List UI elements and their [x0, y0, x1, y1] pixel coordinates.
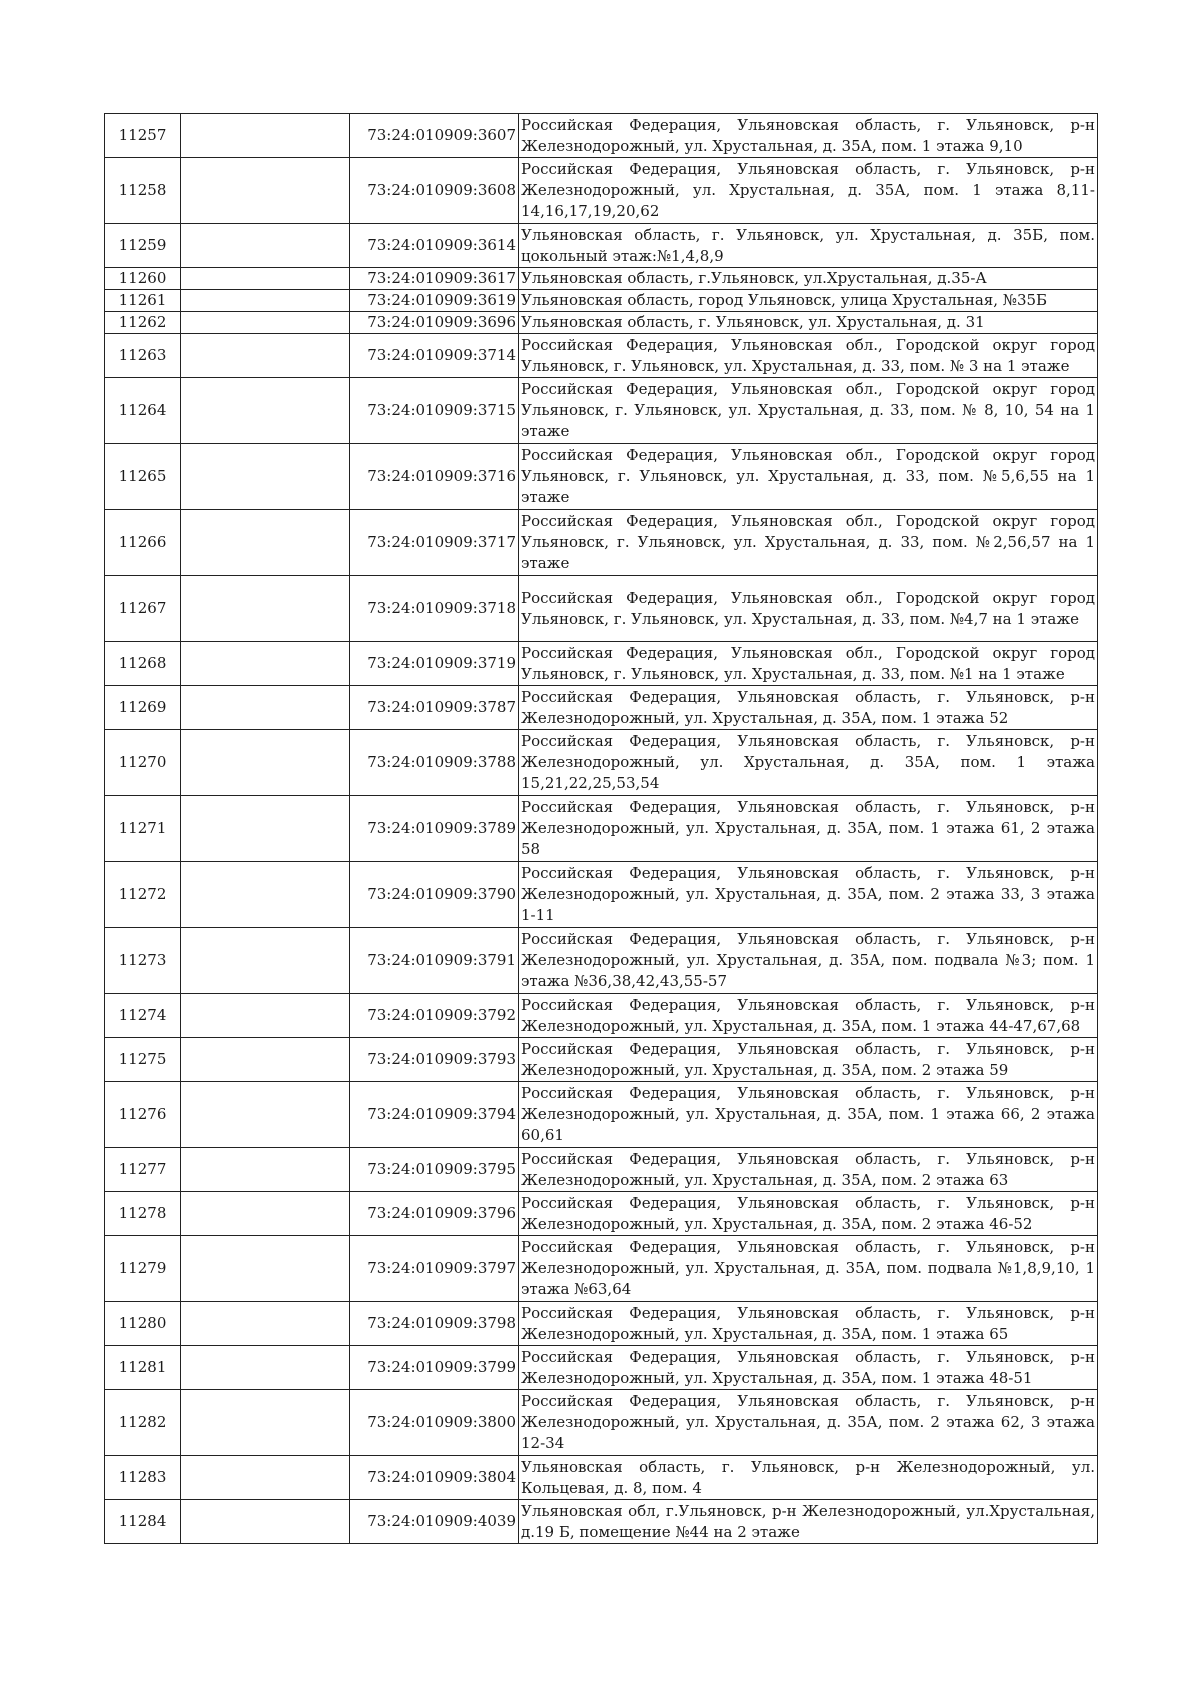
- row-number: 11283: [105, 1456, 181, 1500]
- cadastral-number: 73:24:010909:3794: [350, 1082, 519, 1148]
- address: Ульяновская область, г.Ульяновск, ул.Хрустальная, д.35-А: [519, 268, 1098, 290]
- row-number: 11281: [105, 1346, 181, 1390]
- cadastral-number: 73:24:010909:3793: [350, 1038, 519, 1082]
- table-row: [105, 444, 1098, 510]
- row-number: 11257: [105, 114, 181, 158]
- table-row: [105, 224, 1098, 268]
- table-row: [105, 1082, 1098, 1148]
- row-number: 11272: [105, 862, 181, 928]
- table-row: [105, 312, 1098, 334]
- row-number: 11265: [105, 444, 181, 510]
- address: Российская Федерация, Ульяновская обл., Городской округ город Ульяновск, г. Ульяновск, ул. Хрустальная, д. 33, пом. №2,56,57 на 1 этаже: [519, 510, 1098, 576]
- empty-cell: [181, 994, 350, 1038]
- empty-cell: [181, 224, 350, 268]
- empty-cell: [181, 928, 350, 994]
- address: Ульяновская область, г. Ульяновск, ул. Хрустальная, д. 31: [519, 312, 1098, 334]
- cadastral-number: 73:24:010909:3799: [350, 1346, 519, 1390]
- table-row: [105, 1148, 1098, 1192]
- row-number: 11268: [105, 642, 181, 686]
- address: Российская Федерация, Ульяновская область, г. Ульяновск, р-н Железнодорожный, ул. Хрустальная, д. 35А, пом. 1 этажа 66, 2 этажа 60,61: [519, 1082, 1098, 1148]
- row-number: 11259: [105, 224, 181, 268]
- empty-cell: [181, 1500, 350, 1544]
- row-number: 11276: [105, 1082, 181, 1148]
- address: Российская Федерация, Ульяновская область, г. Ульяновск, р-н Железнодорожный, ул. Хрустальная, д. 35А, пом. 2 этажа 33, 3 этажа 1-11: [519, 862, 1098, 928]
- table-row: [105, 642, 1098, 686]
- table-row: [105, 268, 1098, 290]
- address: Российская Федерация, Ульяновская область, г. Ульяновск, р-н Железнодорожный, ул. Хрустальная, д. 35А, пом. подвала №1,8,9,10, 1 этажа №63,64: [519, 1236, 1098, 1302]
- cadastral-number: 73:24:010909:3714: [350, 334, 519, 378]
- empty-cell: [181, 378, 350, 444]
- cadastral-number: 73:24:010909:3791: [350, 928, 519, 994]
- address: Российская Федерация, Ульяновская область, г. Ульяновск, р-н Железнодорожный, ул. Хрустальная, д. 35А, пом. 1 этажа 61, 2 этажа 58: [519, 796, 1098, 862]
- table-row: [105, 334, 1098, 378]
- empty-cell: [181, 576, 350, 642]
- empty-cell: [181, 1082, 350, 1148]
- row-number: 11266: [105, 510, 181, 576]
- empty-cell: [181, 730, 350, 796]
- address: Российская Федерация, Ульяновская область, г. Ульяновск, р-н Железнодорожный, ул. Хрустальная, д. 35А, пом. 1 этажа 65: [519, 1302, 1098, 1346]
- empty-cell: [181, 1038, 350, 1082]
- empty-cell: [181, 114, 350, 158]
- cadastral-number: 73:24:010909:4039: [350, 1500, 519, 1544]
- table-row: [105, 1302, 1098, 1346]
- table-row: [105, 510, 1098, 576]
- address: Российская Федерация, Ульяновская область, г. Ульяновск, р-н Железнодорожный, ул. Хрустальная, д. 35А, пом. 1 этажа 48-51: [519, 1346, 1098, 1390]
- empty-cell: [181, 290, 350, 312]
- table-row: [105, 686, 1098, 730]
- empty-cell: [181, 312, 350, 334]
- row-number: 11263: [105, 334, 181, 378]
- table-row: [105, 796, 1098, 862]
- row-number: 11270: [105, 730, 181, 796]
- row-number: 11264: [105, 378, 181, 444]
- address: Ульяновская область, г. Ульяновск, р-н Железнодорожный, ул. Кольцевая, д. 8, пом. 4: [519, 1456, 1098, 1500]
- table-row: [105, 1500, 1098, 1544]
- table-row: [105, 1192, 1098, 1236]
- row-number: 11280: [105, 1302, 181, 1346]
- table-row: [105, 928, 1098, 994]
- cadastral-number: 73:24:010909:3617: [350, 268, 519, 290]
- table-row: [105, 378, 1098, 444]
- row-number: 11273: [105, 928, 181, 994]
- empty-cell: [181, 1302, 350, 1346]
- cadastral-number: 73:24:010909:3792: [350, 994, 519, 1038]
- address: Российская Федерация, Ульяновская область, г. Ульяновск, р-н Железнодорожный, ул. Хрустальная, д. 35А, пом. 2 этажа 62, 3 этажа 12-34: [519, 1390, 1098, 1456]
- row-number: 11269: [105, 686, 181, 730]
- row-number: 11260: [105, 268, 181, 290]
- cadastral-number: 73:24:010909:3696: [350, 312, 519, 334]
- address: Российская Федерация, Ульяновская область, г. Ульяновск, р-н Железнодорожный, ул. Хрустальная, д. 35А, пом. подвала №3; пом. 1 этажа №36,38,42,43,55-57: [519, 928, 1098, 994]
- address: Российская Федерация, Ульяновская обл., Городской округ город Ульяновск, г. Ульяновск, ул. Хрустальная, д. 33, пом. №4,7 на 1 этаже: [519, 576, 1098, 642]
- cadastral-number: 73:24:010909:3795: [350, 1148, 519, 1192]
- address: Ульяновская область, город Ульяновск, улица Хрустальная, №35Б: [519, 290, 1098, 312]
- empty-cell: [181, 334, 350, 378]
- cadastral-number: 73:24:010909:3619: [350, 290, 519, 312]
- row-number: 11271: [105, 796, 181, 862]
- address: Российская Федерация, Ульяновская область, г. Ульяновск, р-н Железнодорожный, ул. Хрустальная, д. 35А, пом. 1 этажа 9,10: [519, 114, 1098, 158]
- empty-cell: [181, 1236, 350, 1302]
- address: Российская Федерация, Ульяновская область, г. Ульяновск, р-н Железнодорожный, ул. Хрустальная, д. 35А, пом. 1 этажа 44-47,67,68: [519, 994, 1098, 1038]
- table-row: [105, 994, 1098, 1038]
- empty-cell: [181, 1456, 350, 1500]
- cadastral-number: 73:24:010909:3608: [350, 158, 519, 224]
- table-row: [105, 1038, 1098, 1082]
- cadastral-number: 73:24:010909:3796: [350, 1192, 519, 1236]
- row-number: 11261: [105, 290, 181, 312]
- address: Российская Федерация, Ульяновская область, г. Ульяновск, р-н Железнодорожный, ул. Хрустальная, д. 35А, пом. 1 этажа 8,11-14,16,17,19,20,62: [519, 158, 1098, 224]
- table-row: [105, 1346, 1098, 1390]
- cadastral-number: 73:24:010909:3716: [350, 444, 519, 510]
- row-number: 11284: [105, 1500, 181, 1544]
- empty-cell: [181, 158, 350, 224]
- address: Ульяновская обл, г.Ульяновск, р-н Железнодорожный, ул.Хрустальная, д.19 Б, помещение №44 на 2 этаже: [519, 1500, 1098, 1544]
- table-row: [105, 1236, 1098, 1302]
- table-row: [105, 290, 1098, 312]
- address: Российская Федерация, Ульяновская обл., Городской округ город Ульяновск, г. Ульяновск, ул. Хрустальная, д. 33, пом. № 8, 10, 54 на 1 этаже: [519, 378, 1098, 444]
- row-number: 11278: [105, 1192, 181, 1236]
- row-number: 11275: [105, 1038, 181, 1082]
- address: Российская Федерация, Ульяновская область, г. Ульяновск, р-н Железнодорожный, ул. Хрустальная, д. 35А, пом. 2 этажа 46-52: [519, 1192, 1098, 1236]
- address: Российская Федерация, Ульяновская область, г. Ульяновск, р-н Железнодорожный, ул. Хрустальная, д. 35А, пом. 1 этажа 15,21,22,25,53,54: [519, 730, 1098, 796]
- registry-table-body: [105, 114, 1098, 1544]
- cadastral-number: 73:24:010909:3715: [350, 378, 519, 444]
- address: Российская Федерация, Ульяновская область, г. Ульяновск, р-н Железнодорожный, ул. Хрустальная, д. 35А, пом. 2 этажа 59: [519, 1038, 1098, 1082]
- address: Российская Федерация, Ульяновская область, г. Ульяновск, р-н Железнодорожный, ул. Хрустальная, д. 35А, пом. 1 этажа 52: [519, 686, 1098, 730]
- cadastral-number: 73:24:010909:3718: [350, 576, 519, 642]
- empty-cell: [181, 1148, 350, 1192]
- cadastral-number: 73:24:010909:3787: [350, 686, 519, 730]
- address: Российская Федерация, Ульяновская обл., Городской округ город Ульяновск, г. Ульяновск, ул. Хрустальная, д. 33, пом. №5,6,55 на 1 этаже: [519, 444, 1098, 510]
- empty-cell: [181, 1192, 350, 1236]
- cadastral-number: 73:24:010909:3789: [350, 796, 519, 862]
- empty-cell: [181, 510, 350, 576]
- table-row: [105, 114, 1098, 158]
- cadastral-number: 73:24:010909:3800: [350, 1390, 519, 1456]
- cadastral-number: 73:24:010909:3804: [350, 1456, 519, 1500]
- cadastral-number: 73:24:010909:3614: [350, 224, 519, 268]
- cadastral-number: 73:24:010909:3717: [350, 510, 519, 576]
- empty-cell: [181, 862, 350, 928]
- empty-cell: [181, 268, 350, 290]
- table-row: [105, 158, 1098, 224]
- table-row: [105, 1456, 1098, 1500]
- row-number: 11274: [105, 994, 181, 1038]
- address: Российская Федерация, Ульяновская обл., Городской округ город Ульяновск, г. Ульяновск, ул. Хрустальная, д. 33, пом. № 3 на 1 этаже: [519, 334, 1098, 378]
- empty-cell: [181, 686, 350, 730]
- table-row: [105, 862, 1098, 928]
- cadastral-number: 73:24:010909:3607: [350, 114, 519, 158]
- empty-cell: [181, 796, 350, 862]
- row-number: 11262: [105, 312, 181, 334]
- cadastral-number: 73:24:010909:3790: [350, 862, 519, 928]
- cadastral-number: 73:24:010909:3719: [350, 642, 519, 686]
- empty-cell: [181, 1346, 350, 1390]
- address: Российская Федерация, Ульяновская область, г. Ульяновск, р-н Железнодорожный, ул. Хрустальная, д. 35А, пом. 2 этажа 63: [519, 1148, 1098, 1192]
- address: Ульяновская область, г. Ульяновск, ул. Хрустальная, д. 35Б, пом. цокольный этаж:№1,4,8,9: [519, 224, 1098, 268]
- cadastral-number: 73:24:010909:3788: [350, 730, 519, 796]
- empty-cell: [181, 444, 350, 510]
- row-number: 11267: [105, 576, 181, 642]
- row-number: 11282: [105, 1390, 181, 1456]
- cadastral-number: 73:24:010909:3797: [350, 1236, 519, 1302]
- row-number: 11277: [105, 1148, 181, 1192]
- empty-cell: [181, 1390, 350, 1456]
- row-number: 11279: [105, 1236, 181, 1302]
- row-number: 11258: [105, 158, 181, 224]
- empty-cell: [181, 642, 350, 686]
- table-row: [105, 1390, 1098, 1456]
- registry-table: [104, 113, 1098, 1544]
- cadastral-number: 73:24:010909:3798: [350, 1302, 519, 1346]
- table-row: [105, 576, 1098, 642]
- address: Российская Федерация, Ульяновская обл., Городской округ город Ульяновск, г. Ульяновск, ул. Хрустальная, д. 33, пом. №1 на 1 этаже: [519, 642, 1098, 686]
- table-row: [105, 730, 1098, 796]
